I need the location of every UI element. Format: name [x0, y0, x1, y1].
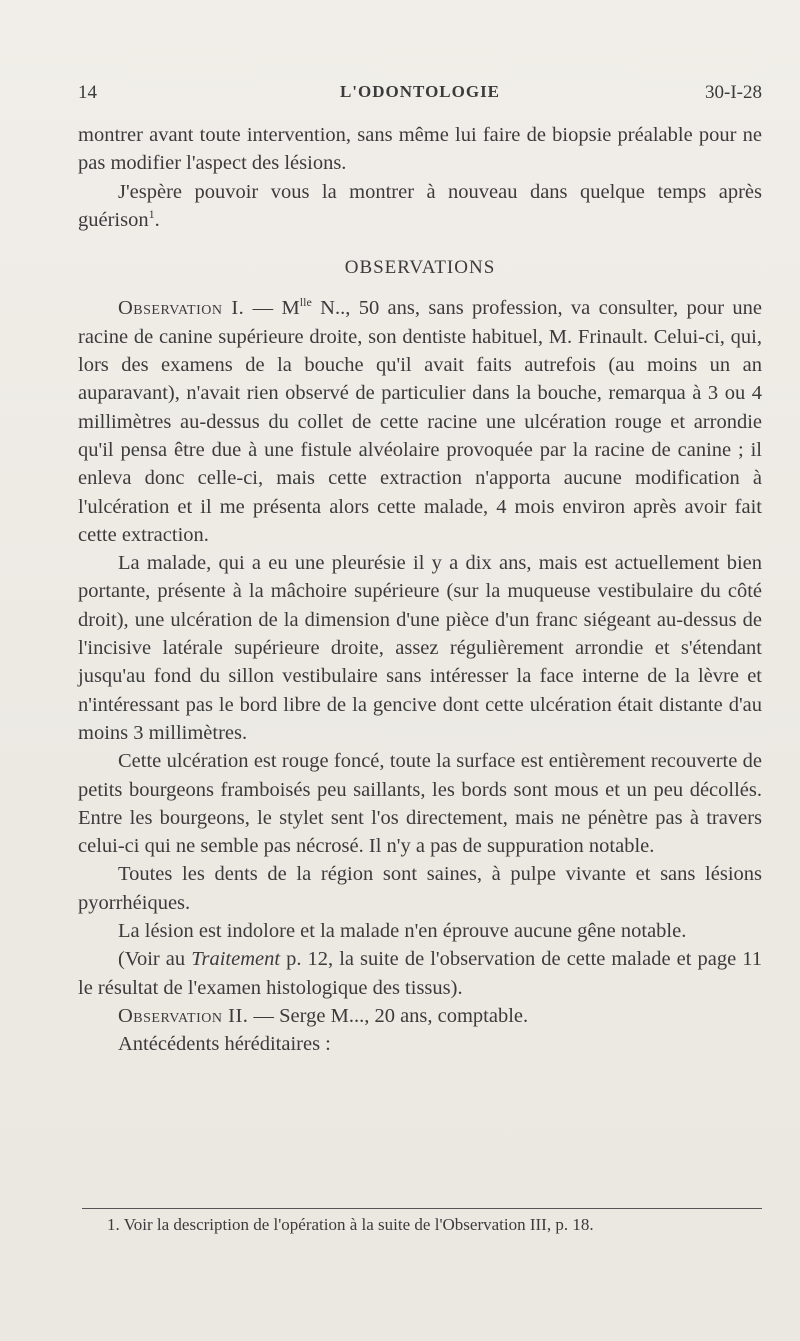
observation-1	[78, 294, 762, 549]
footnote-divider	[82, 1208, 762, 1209]
paragraph: Toutes les dents de la région sont saines, à pulpe vivante et sans lésions pyorrhéiques.	[78, 863, 762, 914]
footnote-text: Voir la description de l'opération à la suite de l'Observation III, p. 18.	[119, 1215, 594, 1234]
journal-title: L'ODONTOLOGIE	[339, 82, 501, 101]
observation-label: Observation I.	[118, 297, 245, 320]
issue-date: 30-I-28	[705, 82, 762, 103]
footnote-number: 1.	[107, 1215, 120, 1234]
dash: —	[248, 1004, 280, 1027]
paragraph-text-end: p. 12, la suite de l'observation de cette malade et page 11 le résultat de l'examen histologique des tissus).	[78, 948, 762, 999]
observation-label: Observation II.	[118, 1004, 249, 1027]
paragraph: Cette ulcération est rouge foncé, toute la surface est entièrement recouverte de petits bourgeons framboisés peu saillants, les bords sont mous et un peu décollés. Entre les bourgeons, le stylet sent l'os directement, mais ne pénètre pas à travers celui-ci qui ne semble pas nécrosé. Il n'y a pas de suppuration notable.	[78, 750, 762, 858]
paragraph-end: .	[154, 208, 160, 231]
paragraph: La lésion est indolore et la malade n'en éprouve aucune gêne notable.	[118, 920, 687, 943]
dash: —	[244, 297, 282, 320]
paragraph	[78, 945, 762, 1002]
section-title: OBSERVATIONS	[344, 257, 496, 279]
page-number: 14	[78, 82, 97, 103]
paragraph	[78, 178, 762, 235]
patient-title-sup: lle	[299, 295, 312, 310]
paragraph-text: J'espère pouvoir vous la montrer à nouveau dans quelque temps après guérison	[78, 180, 762, 231]
running-header	[78, 82, 762, 112]
italic-reference: Traitement	[191, 948, 281, 971]
observation-2	[78, 1002, 762, 1030]
body-text	[78, 121, 762, 1059]
footnote	[107, 1213, 767, 1237]
observation-text: Serge M..., 20 ans, comptable.	[279, 1004, 529, 1027]
observation-text: N.., 50 ans, sans profession, va consulter, pour une racine de canine supérieure droite, son dentiste habituel, M. Frinault. Celui-ci, qui, lors des examens de la bouche qu'il avait faits autrefois (au moins un an auparavant), n'avait rien observé de particulier dans la bouche, remarqua à 3 ou 4 millimètres au-dessus du collet de cette racine une ulcération rouge et arrondie qu'il pensa être due à une fistule alvéolaire provoquée par la racine de canine ; il enleva donc celle-ci, mais cette extraction n'apporta aucune modification à l'ulcération et il me présenta alors cette malade, 4 mois environ après avoir fait cette extraction.	[78, 297, 762, 546]
paragraph: La malade, qui a eu une pleurésie il y a dix ans, mais est actuellement bien portante, présente à la mâchoire supérieure (sur la muqueuse vestibulaire du côté droit), une ulcération de la dimension d'une pièce d'un franc siégeant au-dessus de l'incisive latérale supérieure droite, assez régulièrement arrondie et s'étendant jusqu'au fond du sillon vestibulaire sans intéresser la face interne de la lèvre et n'intéressant pas le bord libre de la gencive dont cette ulcération était distante d'au moins 3 millimètres.	[78, 552, 762, 744]
paragraph-text: (Voir au	[118, 948, 192, 971]
footnote-ref: 1	[148, 207, 155, 222]
paragraph: montrer avant toute intervention, sans même lui faire de biopsie préalable pour ne pas modifier l'aspect des lésions.	[78, 124, 762, 175]
paragraph: Antécédents héréditaires :	[118, 1033, 331, 1056]
patient-title: M	[281, 297, 300, 320]
